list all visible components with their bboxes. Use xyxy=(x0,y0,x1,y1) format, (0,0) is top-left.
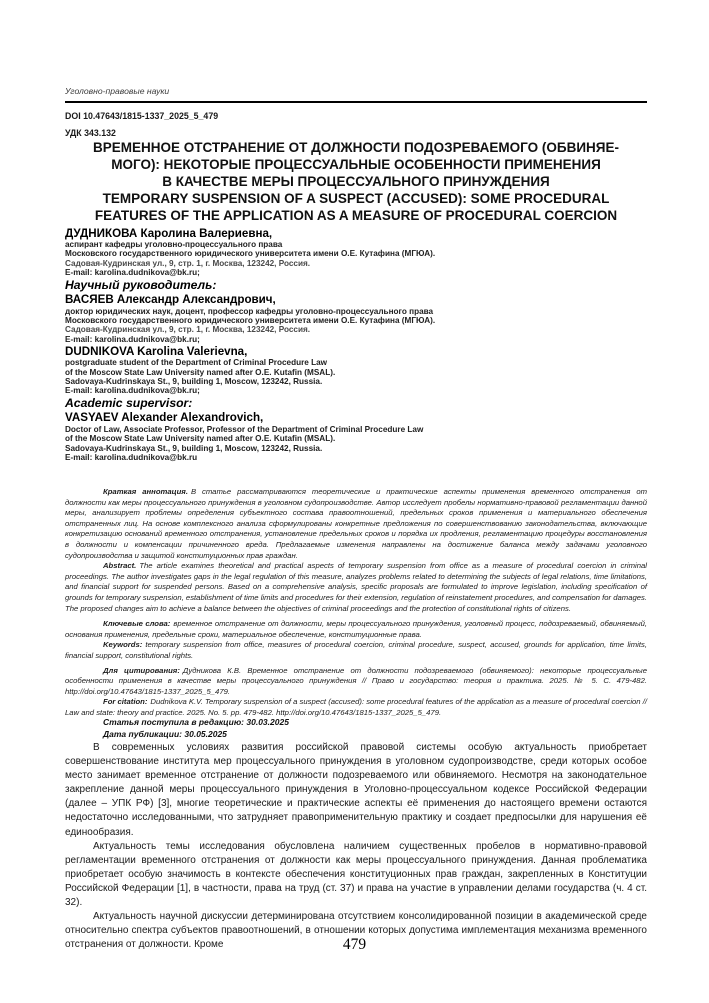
keywords-en xyxy=(65,640,647,661)
citation-en-label: For citation: xyxy=(103,697,148,707)
date-published: Дата публикации: 30.05.2025 xyxy=(103,728,227,739)
abstract-ru-label: Краткая аннотация. xyxy=(103,487,188,496)
supervisor-email-line: E-mail: karolina.dudnikova@bk.ru xyxy=(65,453,198,463)
editorial-dates xyxy=(65,717,647,740)
abstract-en-text: The article examines theoretical and practical aspects of temporary suspension from office as a measure of procedural coercion in criminal proceedings. The author investigates gaps in the legal regulation of this measure, analyzes problems related to determining the subjects of legal relations, time limitations, and financial support for suspended persons. Based on a comprehensive analysis, specific proposals are formulated to improve legislation, including specification of grounds for temporary suspension, establishment of time limits and procedures for their extension, regulation of reinstatement procedures, and compensation for damages. The proposed changes aim to achieve a balance between the objectives of criminal proceedings and the protection of constitutional rights of citizens. xyxy=(65,561,647,613)
header-rule xyxy=(65,101,647,103)
body-paragraph-1: В современных условиях развития российской правовой системы особую актуальность приобретает совершенствование института мер процессуального принуждения в уголовном судопроизводстве, среди которых особое место занимает временное отстранение от должности подозреваемого или обвиняемого. Несмотря на законодательное закрепление данной меры процессуального принуждения в Уголовно-процессуальном кодексе Российской Федерации (далее – УПК РФ) [3], многие теоретические и практические аспекты её применения до настоящего времени остаются недостаточно исследованными, что затрудняет правоприменительную практику и создает предпосылки для нарушения её единообразия. xyxy=(65,742,647,838)
author-detail-line: Московского государственного юридического университета имени О.Е. Кутафина (МГЮА). xyxy=(65,249,436,259)
article-title xyxy=(65,139,647,224)
author-address-line: Sadovaya-Kudrinskaya St., 9, building 1, Moscow, 123242, Russia. xyxy=(65,377,323,387)
udc-label: УДК 343.132 xyxy=(65,128,116,138)
citation-ru-text: Дудникова К.В. Временное отстранение от должности подозреваемого (обвиняемого): некоторые процессуальные особенности применения в качестве меры процессуального принуждения // Право и государство: теория и практика. 2025. № 5. С. 479-482. http://doi.org/10.47643/1815-1337_2025_5_479. xyxy=(65,665,647,696)
supervisor-name-en: VASYAEV Alexander Alexandrovich, xyxy=(65,411,264,425)
journal-header xyxy=(65,86,647,138)
body-paragraph-3: Актуальность научной дискуссии детерминирована отсутствием консолидированной позиции в академической среде относительно спектра субъектов правоотношений, в отношении которых допустима имплементация механизма временного отстранения от должности. Кроме xyxy=(65,911,647,951)
keywords-ru xyxy=(65,619,647,640)
abstract-en xyxy=(65,561,647,614)
article-title-line-en-2: FEATURES OF THE APPLICATION AS A MEASURE OF PROCEDURAL COERCION xyxy=(94,208,618,223)
supervisor-detail-line: доктор юридических наук, доцент, профессор кафедры уголовно-процессуального права xyxy=(65,306,434,316)
article-title-line-en-1: TEMPORARY SUSPENSION OF A SUSPECT (ACCUSED): SOME PROCEDURAL xyxy=(102,191,610,206)
doi-label: DOI 10.47643/1815-1337_2025_5_479 xyxy=(65,111,219,121)
authors-block xyxy=(65,226,647,463)
abstract-ru xyxy=(65,487,647,561)
keywords-ru-text: временное отстранение от должности, меры процессуального принуждения, уголовный процесс, подозреваемый, обвиняемый, основания применения, предельные сроки, материальное обеспечение, конституционные права. xyxy=(65,619,648,639)
author-name-ru: ДУДНИКОВА Каролина Валериевна, xyxy=(65,226,273,240)
supervisor-detail-line: of the Moscow State Law University named after O.E. Kutafin (MSAL). xyxy=(65,434,336,444)
citation-ru xyxy=(65,666,647,698)
citation-en xyxy=(65,697,647,718)
keywords-en-label: Keywords: xyxy=(103,640,143,650)
journal-section-label: Уголовно-правовые науки xyxy=(65,86,170,96)
citation-en-text: Dudnikova K.V. Temporary suspension of a suspect (accused): some procedural features of the application as a measure of procedural coercion // Law and state: theory and practice. 2025. No. 5. pp. 479-482. http://doi.org/10.47643/1815-1337_2025_5_479. xyxy=(65,697,647,717)
supervisor-label-en: Academic supervisor: xyxy=(65,396,193,411)
author-detail-line: of the Moscow State Law University named after O.E. Kutafin (MSAL). xyxy=(65,367,336,377)
article-title-line-ru-1: ВРЕМЕННОЕ ОТСТРАНЕНИЕ ОТ ДОЛЖНОСТИ ПОДОЗРЕВАЕМОГО (ОБВИНЯЕ- xyxy=(92,140,620,155)
supervisor-name-ru: ВАСЯЕВ Александр Александрович, xyxy=(65,293,276,307)
supervisor-label-ru: Научный руководитель: xyxy=(65,278,217,293)
article-title-line-ru-2: МОГО): НЕКОТОРЫЕ ПРОЦЕССУАЛЬНЫЕ ОСОБЕННОСТИ ПРИМЕНЕНИЯ xyxy=(111,157,601,172)
keywords-ru-label: Ключевые слова: xyxy=(103,619,171,629)
abstract-ru-text: В статье рассматриваются теоретические и практические аспекты применения временного отстранения от должности как меры процессуального принуждения в уголовном судопроизводстве. Автор исследует пробелы нормативно-правовой регламентации данной меры, анализирует проблемы определения субъектного состава правоотношений, предельных сроков применения и материального обеспечения отстраненных лиц. На основе комплексного анализа сформулированы конкретные предложения по совершенствованию законодательства, включающие конкретизацию оснований временного отстранения, установление предельных сроков и порядка их продления, регламентацию процедуры восстановления в должности и компенсации причиненного вреда. Предлагаемые изменения направлены на достижение баланса между задачами уголовного судопроизводства и защитой конституционных прав граждан. xyxy=(65,487,647,560)
author-name-en: DUDNIKOVA Karolina Valerievna, xyxy=(65,344,248,358)
author-detail-line: аспирант кафедры уголовно-процессуального права xyxy=(65,240,283,249)
supervisor-email-line: E-mail: karolina.dudnikova@bk.ru; xyxy=(65,334,200,344)
body-paragraph-2: Актуальность темы исследования обусловлена наличием существенных пробелов в нормативно-правовой регламентации временного отстранения от должности как меры процессуального принуждения. Данная проблематика приобретает особую значимость в контексте обеспечения конституционных прав граждан, закрепленных в Конституции Российской Федерации [1], в частности, права на труд (ст. 37) и права на участие в управлении делами государства (ч. 4 ст. 32). xyxy=(65,840,647,909)
supervisor-address-line: Sadovaya-Kudrinskaya St., 9, building 1, Moscow, 123242, Russia. xyxy=(65,443,323,453)
citation-ru-label: Для цитирования: xyxy=(103,665,180,675)
page-number: 479 xyxy=(342,936,367,953)
keywords-en-text: temporary suspension from office, measures of procedural coercion, criminal procedure, suspect, accused, grounds for application, time limits, financial support, constitutional rights. xyxy=(65,640,647,660)
author-email-line: E-mail: karolina.dudnikova@bk.ru; xyxy=(65,386,200,396)
author-detail-line: postgraduate student of the Department of Criminal Procedure Law xyxy=(65,358,328,368)
supervisor-address-line: Садовая-Кудринская ул., 9, стр. 1, г. Москва, 123242, Россия. xyxy=(65,325,311,335)
date-received: Статья поступила в редакцию: 30.03.2025 xyxy=(103,717,289,727)
author-address-line: Садовая-Кудринская ул., 9, стр. 1, г. Москва, 123242, Россия. xyxy=(65,258,311,268)
supervisor-detail-line: Doctor of Law, Associate Professor, Professor of the Department of Criminal Procedure Law xyxy=(65,424,424,434)
article-meta xyxy=(65,487,647,718)
abstract-en-label: Abstract. xyxy=(103,561,137,571)
supervisor-detail-line: Московского государственного юридического университета имени О.Е. Кутафина (МГЮА). xyxy=(65,316,436,326)
article-title-line-ru-3: В КАЧЕСТВЕ МЕРЫ ПРОЦЕССУАЛЬНОГО ПРИНУЖДЕНИЯ xyxy=(162,174,550,189)
article-body xyxy=(65,741,647,952)
author-email-line: E-mail: karolina.dudnikova@bk.ru; xyxy=(65,268,200,278)
